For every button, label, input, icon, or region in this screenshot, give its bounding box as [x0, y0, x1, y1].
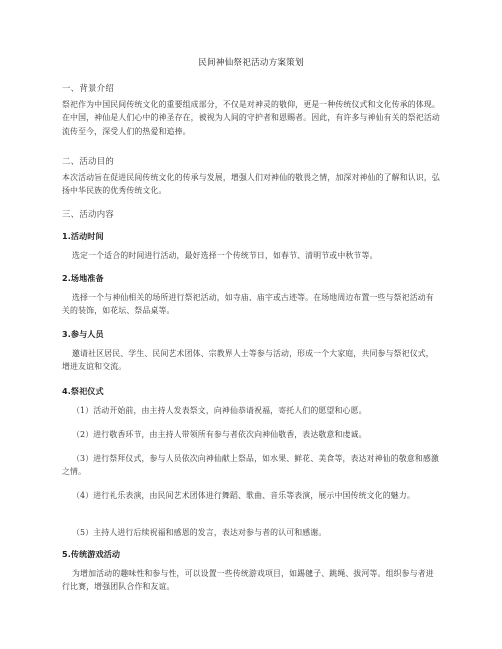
ceremony-step: （1）活动开始前，由主持人发表祭文，向神仙恭请祝福，寄托人们的愿望和心愿。 — [72, 406, 367, 415]
subheading-venue — [62, 273, 104, 284]
subheading-label: 活动时间 — [70, 231, 104, 241]
ceremony-step: （5）主持人进行后续祝福和感恩的发言，表达对参与者的认可和感谢。 — [72, 528, 327, 537]
paragraph-background: 祭祀作为中国民间传统文化的重要组成部分，不仅是对神灵的敬仰，更是一种传统仪式和文化传承的体现。在中国，神仙是人们心中的神圣存在，被视为人间的守护者和恩赐者。因此，有许多与神仙有关的祭祀活动流传至今，深受人们的热爱和追捧。 — [62, 100, 440, 136]
subheading-number: 4. — [62, 386, 71, 396]
paragraph-purpose: 本次活动旨在促进民间传统文化的传承与发展，增强人们对神仙的敬畏之情，加深对神仙的了解和认识，弘扬中华民族的优秀传统文化。 — [62, 173, 440, 196]
section-heading-background: 一、背景介绍 — [62, 83, 115, 93]
subheading-number: 3. — [62, 329, 71, 339]
ceremony-step: （3）进行祭拜仪式，参与人员依次向神仙献上祭品，如水果、鲜花、美食等，表达对神仙的敬意和感激之情。 — [62, 454, 440, 477]
subheading-time — [62, 231, 104, 242]
document-title: 民间神仙祭祀活动方案策划 — [198, 58, 304, 68]
subheading-number: 2. — [62, 273, 71, 283]
section-heading-purpose: 二、活动目的 — [62, 156, 115, 166]
subheading-participants — [62, 329, 104, 340]
subheading-number: 5. — [62, 549, 71, 559]
section-heading-content: 三、活动内容 — [62, 209, 115, 219]
subheading-label: 场地准备 — [70, 273, 104, 283]
paragraph-venue: 选择一个与神仙相关的场所进行祭祀活动，如寺庙、庙宇或古迹等。在场地周边布置一些与祭祀活动有关的装饰，如花坛、祭品桌等。 — [62, 293, 434, 316]
paragraph-games: 为增加活动的趣味性和参与性，可以设置一些传统游戏项目，如踢毽子、跳绳、拔河等。组织参与者进行比赛，增强团队合作和友谊。 — [62, 569, 434, 592]
subheading-games — [62, 549, 120, 560]
paragraph-time: 选定一个适合的时间进行活动，最好选择一个传统节日，如春节、清明节或中秋节等。 — [72, 251, 378, 260]
subheading-ceremony — [62, 386, 104, 397]
paragraph-participants: 邀请社区居民、学生、民间艺术团体、宗教界人士等参与活动，形成一个大家庭，共同参与祭祀仪式，增进友谊和交流。 — [62, 349, 434, 372]
subheading-label: 祭祀仪式 — [70, 386, 104, 396]
subheading-label: 传统游戏活动 — [70, 549, 121, 559]
ceremony-step: （2）进行敬香环节，由主持人带领所有参与者依次向神仙敬香，表达敬意和虔诚。 — [72, 430, 367, 439]
ceremony-step: （4）进行礼乐表演，由民间艺术团体进行舞蹈、歌曲、音乐等表演，展示中国传统文化的魅力。 — [72, 491, 415, 500]
subheading-number: 1. — [62, 231, 71, 241]
subheading-label: 参与人员 — [70, 329, 104, 339]
